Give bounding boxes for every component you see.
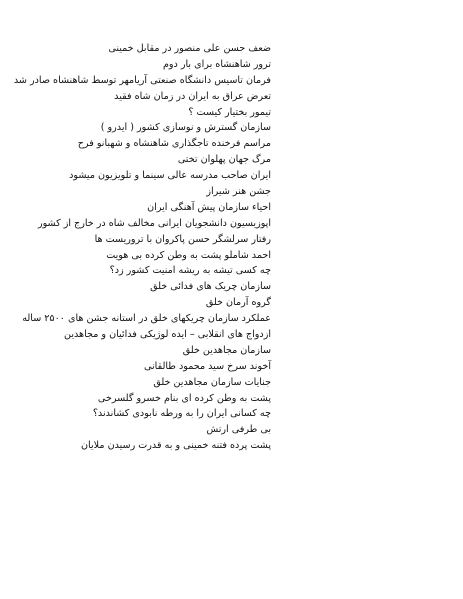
topic-line: جشن هنر شیراز [206, 186, 271, 198]
topic-line: مرگ جهان پهلوان تختی [177, 154, 271, 166]
topic-line: آخوند سرخ سید محمود طالقانی [144, 360, 271, 372]
topic-line: تیمور بختیار کیست ؟ [188, 106, 271, 118]
topic-line: اپوزیسیون دانشجویان ایرانی مخالف شاه در خارج از کشور [37, 217, 271, 229]
topic-line: پشت به وطن کرده ای بنام خسرو گلسرخی [97, 392, 271, 404]
topic-line: ترور شاهنشاه برای بار دوم [162, 58, 271, 70]
topic-line: احیاء سازمان پیش آهنگی ایران [147, 201, 271, 213]
topic-line: جنایات سازمان مجاهدین خلق [153, 376, 271, 388]
topic-line: سازمان گسترش و نوسازی کشور ( ایدرو ) [100, 122, 271, 134]
topic-line: ازدواج های انقلابی – ایده لوژیکی فدائیان و مجاهدین [64, 329, 271, 341]
topic-line: پشت پرده فتنه خمینی و به قدرت رسیدن ملایان [81, 440, 271, 452]
topic-line: بی طرفی ارتش [206, 424, 271, 436]
topic-line: گروه آرمان خلق [205, 297, 271, 309]
topic-line: تعرض عراق به ایران در زمان شاه فقید [114, 90, 271, 102]
topic-line: احمد شاملو پشت به وطن کرده بی هویت [106, 249, 271, 261]
topic-line: ضعف حسن علی منصور در مقابل خمینی [108, 43, 271, 54]
topic-line: مراسم فرخنده تاجگذاری شاهنشاه و شهبانو فرح [77, 138, 271, 150]
topic-line: چه کسانی ایران را به ورطه نابودی کشاندند؟ [92, 408, 271, 420]
topic-line: فرمان تاسیس دانشگاه صنعتی آریامهر توسط شاهنشاه صادر شد [13, 74, 271, 86]
topic-line: سازمان چریک های فدائی خلق [150, 281, 271, 293]
topic-line: ایران صاحب مدرسه عالی سینما و تلویزیون میشود [69, 170, 271, 182]
topic-line: سازمان مجاهدین خلق [182, 344, 271, 356]
topic-list [0, 41, 271, 454]
topic-line: چه کسی تیشه به ریشه امنیت کشور زد؟ [109, 265, 271, 277]
topic-line: رفتار سرلشگر حسن پاکروان با تروریست ها [94, 233, 271, 245]
topic-line: عملکرد سازمان چریکهای خلق در استانه جشن های ۲۵۰۰ ساله [22, 313, 271, 325]
